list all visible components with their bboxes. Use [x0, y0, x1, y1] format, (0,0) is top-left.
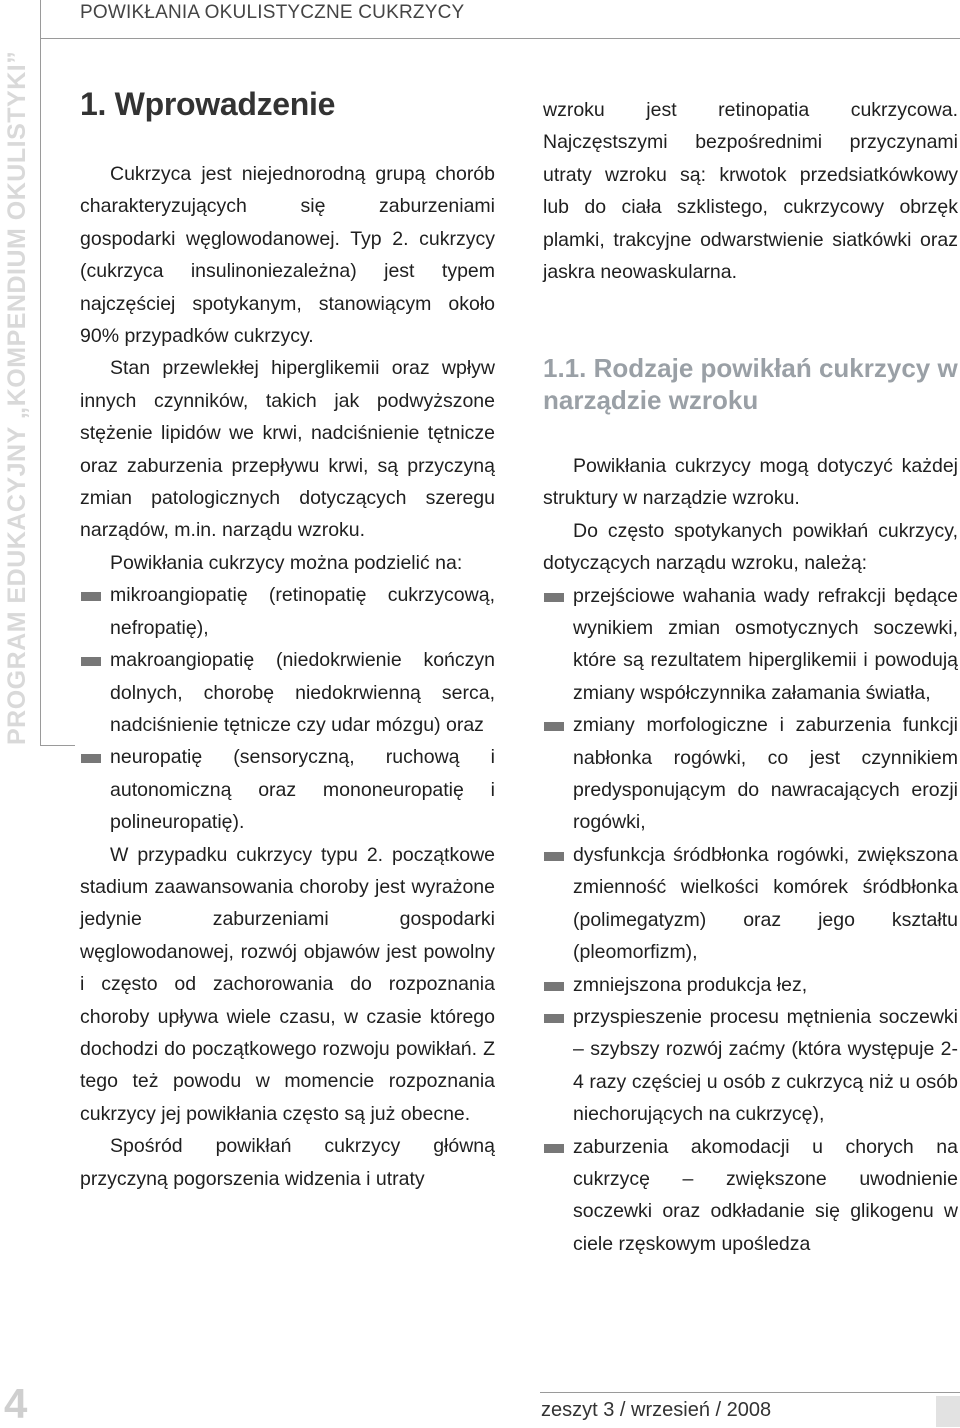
list-item: przyspieszenie procesu mętnienia soczewki – szybszy rozwój zaćmy (która występuje 2-4 razy częściej u osób z cukrzycą niż u osób niechorujących na cukrzycę),: [543, 1001, 958, 1131]
subsection-title: 1.1. Rodzaje powikłań cukrzycy w narządzie wzroku: [543, 353, 958, 415]
intro-paragraph: Stan przewlekłej hiperglikemii oraz wpływ innych czynników, takich jak podwyższone stężenie lipidów we krwi, nadciśnienie tętnicze oraz zaburzenia przepływu krwi, są przyczyną zmian patologicznych dotyczących szeregu narządów, m.in. narządu wzroku.: [80, 357, 495, 542]
list-item: makroangiopatię (niedokrwienie kończyn dolnych, chorobę niedokrwienną serca, nadciśnienie tętnicze czy udar mózgu) oraz: [80, 644, 495, 741]
bullet-square-icon: [544, 593, 564, 602]
right-column: [543, 0, 958, 288]
bullet-square-icon: [544, 722, 564, 731]
intro-paragraph: Cukrzyca jest niejednorodną grupą chorób charakteryzujących się zaburzeniami gospodarki węglowodanowej. Typ 2. cukrzycy (cukrzyca insulinoniezależna) jest typem najczęściej spotykanym, stanowiącym około 90% przypadków cukrzycy.: [80, 163, 495, 348]
footer-rule: [540, 1392, 960, 1393]
list-item: zaburzenia akomodacji u chorych na cukrzycę – zwiększone uwodnienie soczewki oraz odkładanie się glikogenu w ciele rzęskowym upośledza: [543, 1131, 958, 1261]
list-item: dysfunkcja śródbłonka rogówki, zwiększona zmienność wielkości komórek śródbłonka (polimegatyzm) oraz jego kształtu (pleomorfizm),: [543, 839, 958, 969]
list-item: neuropatię (sensoryczną, ruchową i autonomiczną oraz mononeuropatię i polineuropatię).: [80, 741, 495, 838]
bullet-square-icon: [81, 754, 101, 763]
corner-tab: [936, 1396, 960, 1427]
side-rule: [40, 0, 41, 745]
bullet-square-icon: [544, 1014, 564, 1023]
list-item: przejściowe wahania wady refrakcji będące wynikiem zmian osmotycznych soczewki, które są rezultatem hiperglikemii i powodują zmiany współczynnika załamania światła,: [543, 580, 958, 710]
body-paragraph: Do często spotykanych powikłań cukrzycy, dotyczących narządu wzroku, należą:: [543, 519, 958, 575]
section-title: 1. Wprowadzenie: [80, 86, 336, 122]
list-item: mikroangiopatię (retinopatię cukrzycową, nefropatię),: [80, 579, 495, 644]
bullet-square-icon: [81, 592, 101, 601]
bullet-square-icon: [544, 982, 564, 991]
issue-label: zeszyt 3 / wrzesień / 2008: [541, 1399, 772, 1421]
body-paragraph: Spośród powikłań cukrzycy główną przyczyną pogorszenia widzenia i utraty: [80, 1135, 495, 1190]
intro-paragraph: Powikłania cukrzycy można podzielić na:: [110, 551, 463, 574]
right-column-lower: [543, 450, 958, 1260]
left-column: [80, 0, 495, 1195]
bullet-square-icon: [544, 852, 564, 861]
list-item: zmiany morfologiczne i zaburzenia funkcji nabłonka rogówki, co jest czynnikiem predysponującym do nawracających erozji rogówki,: [543, 709, 958, 839]
bullet-square-icon: [81, 657, 101, 666]
body-paragraph: Powikłania cukrzycy mogą dotyczyć każdej struktury w narządzie wzroku.: [543, 455, 958, 510]
page-number: 4: [4, 1380, 28, 1427]
complication-types-list: [80, 579, 495, 838]
list-item: zmniejszona produkcja łez,: [543, 969, 958, 1001]
running-header: POWIKŁANIA OKULISTYCZNE CUKRZYCY: [80, 2, 465, 23]
side-rule-foot: [40, 745, 75, 746]
eye-complications-list: [543, 580, 958, 1261]
continuation-paragraph: wzroku jest retinopatia cukrzycowa. Najczęstszymi bezpośrednimi przyczynami utraty wzroku są: krwotok przedsiatkówkowy lub do ciała szklistego, cukrzycowy obrzęk plamki, trakcyjne odwarstwienie siatkówki oraz jaskra neowaskularna.: [543, 99, 958, 284]
sidebar-program-label: PROGRAM EDUKACYJNY „KOMPENDIUM OKULISTYKI”: [3, 50, 31, 745]
bullet-square-icon: [544, 1144, 564, 1153]
body-paragraph: W przypadku cukrzycy typu 2. początkowe stadium zaawansowania choroby jest wyrażone jedynie zaburzeniami gospodarki węglowodanowej, rozwój objawów jest powolny i często od zachorowania do rozpoznania choroby upływa wiele czasu, w czasie którego dochodzi do początkowego rozwoju powikłań. Z tego też powodu w momencie rozpoznania cukrzycy jej powikłania często są już obecne.: [80, 843, 495, 1125]
